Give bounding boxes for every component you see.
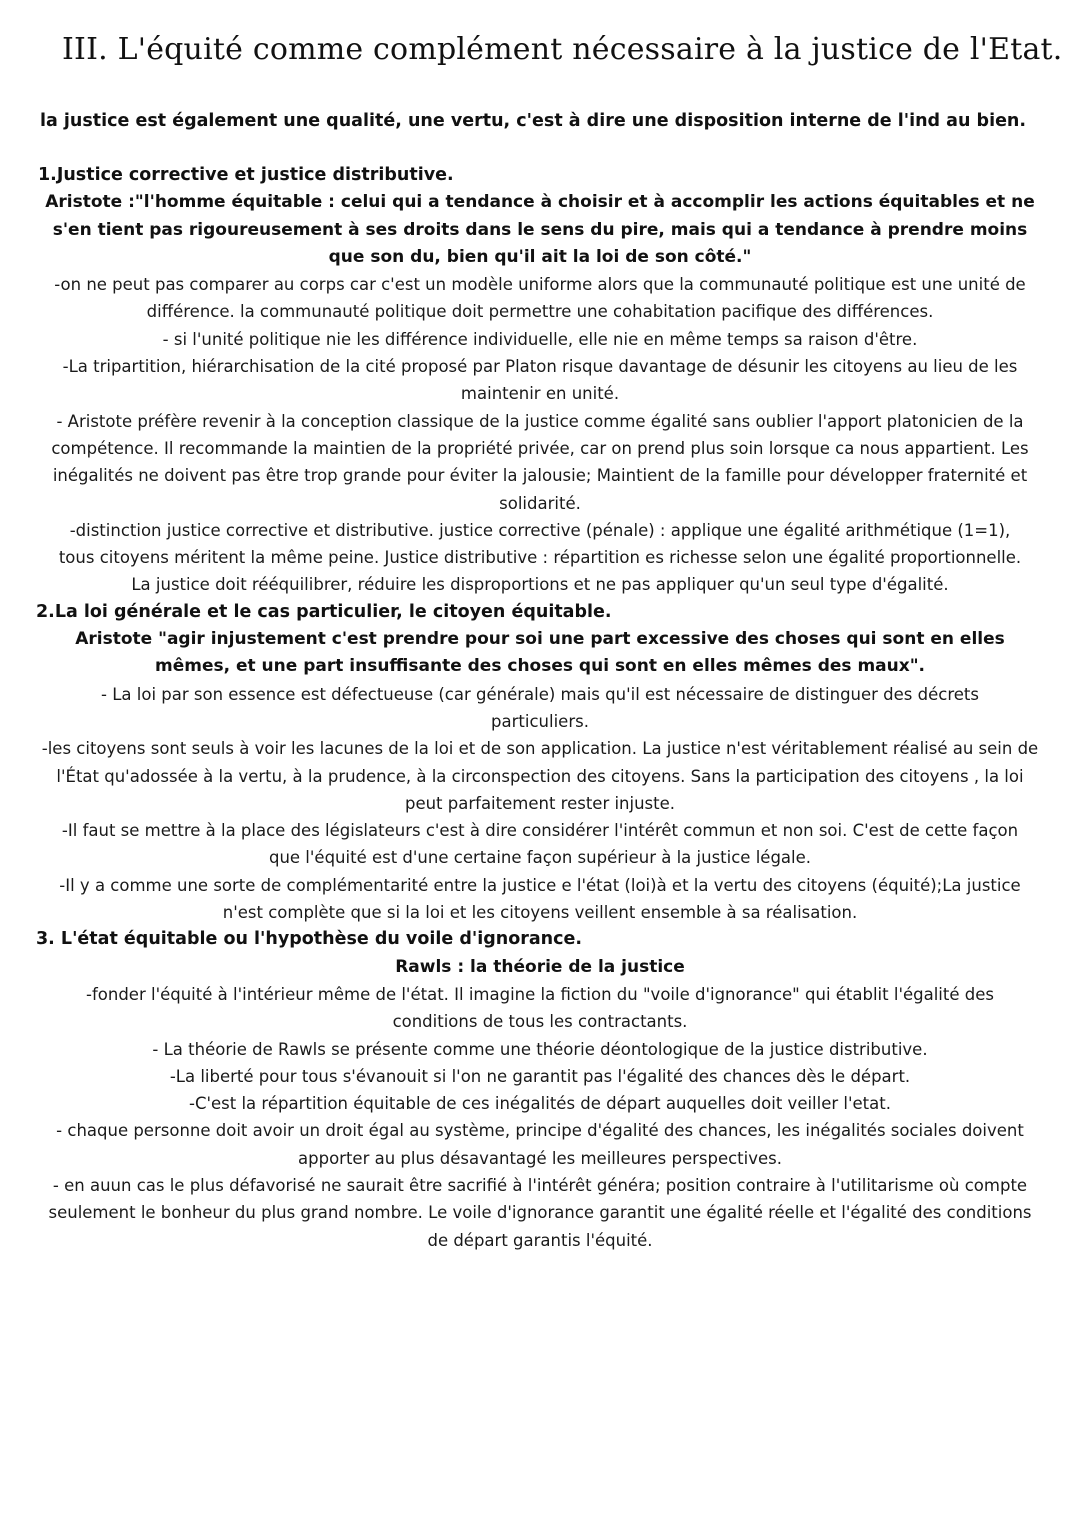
paragraph: -on ne peut pas comparer au corps car c'est un modèle uniforme alors que la communauté politique est une unité de différence. la communauté politique doit permettre une cohabitation pacifique des différences. [54, 275, 1026, 322]
section-3 [36, 926, 1044, 1254]
paragraph: -fonder l'équité à l'intérieur même de l'état. Il imagine la fiction du "voile d'ignorance" qui établit l'égalité des conditions de tous les contractants. [86, 984, 994, 1032]
paragraph: - en auun cas le plus défavorisé ne saurait être sacrifié à l'intérêt généra; position contraire à l'utilitarisme où compte seulement le bonheur du plus grand nombre. Le voile d'ignorance garantit une égalité réelle et l'égalité des conditions de départ garantis l'équité. [48, 1175, 1032, 1250]
section-quote: Rawls : la théorie de la justice [395, 956, 685, 977]
paragraph: - La théorie de Rawls se présente comme une théorie déontologique de la justice distributive. [152, 1039, 928, 1059]
section-2 [36, 599, 1044, 927]
paragraph: - chaque personne doit avoir un droit égal au système, principe d'égalité des chances, les inégalités sociales doivent apporter au plus désavantagé les meilleures perspectives. [56, 1121, 1024, 1168]
paragraph: -C'est la répartition équitable de ces inégalités de départ auquelles doit veiller l'etat. [189, 1094, 891, 1114]
section-quote: Aristote "agir injustement c'est prendre pour soi une part excessive des choses qui sont en elles mêmes, et une part insuffisante des choses qui sont en elles mêmes des maux". [75, 629, 1005, 677]
paragraph: -Il faut se mettre à la place des législateurs c'est à dire considérer l'intérêt commun et non soi. C'est de cette façon que l'équité est d'une certaine façon supérieur à la justice légale. [61, 821, 1019, 868]
paragraph: -distinction justice corrective et distributive. justice corrective (pénale) : applique une égalité arithmétique (1=1), tous citoyens méritent la même peine. Justice distributive : répartition es richesse selon une égalité proportionnelle. La justice doit rééquilibrer, réduire les disproportions et ne pas appliquer qu'un seul type d'égalité. [58, 520, 1022, 595]
paragraph: - La loi par son essence est défectueuse (car générale) mais qu'il est nécessaire de distinguer des décrets particuliers. [101, 684, 979, 731]
section-quote: Aristote :"l'homme équitable : celui qui a tendance à choisir et à accomplir les actions équitables et ne s'en tient pas rigoureusement à ses droits dans le sens du pire, mais qui a tendance à prendre moins que son du, bien qu'il ait la loi de son côté." [45, 192, 1035, 267]
paragraph: - si l'unité politique nie les différence individuelle, elle nie en même temps sa raison d'être. [162, 329, 918, 349]
paragraph: -La tripartition, hiérarchisation de la cité proposé par Platon risque davantage de désunir les citoyens au lieu de les maintenir en unité. [62, 357, 1018, 404]
page-title: III. L'équité comme complément nécessaire à la justice de l'Etat. [62, 32, 1063, 67]
section-heading: 1.Justice corrective et justice distributive. [38, 165, 454, 185]
document-body [36, 162, 1044, 1254]
section-heading: 2.La loi générale et le cas particulier, le citoyen équitable. [36, 601, 612, 622]
paragraph: -les citoyens sont seuls à voir les lacunes de la loi et de son application. La justice n'est véritablement réalisé au sein de l'État qu'adossée à la vertu, à la prudence, à la circonspection des citoyens. Sans la participation des citoyens , la loi peut parfaitement rester injuste. [41, 739, 1039, 813]
paragraph: - Aristote préfère revenir à la conception classique de la justice comme égalité sans oublier l'apport platonicien de la compétence. Il recommande la maintien de la propriété privée, car on prend plus soin lorsque ca nous appartient. Les inégalités ne doivent pas être trop grande pour éviter la jalousie; Maintient de la famille pour développer fraternité et solidarité. [51, 411, 1029, 513]
intro-statement: la justice est également une qualité, une vertu, c'est à dire une disposition interne de l'ind au bien. [40, 111, 1027, 131]
section-1 [36, 162, 1044, 599]
section-heading: 3. L'état équitable ou l'hypothèse du voile d'ignorance. [36, 929, 583, 950]
paragraph: -Il y a comme une sorte de complémentarité entre la justice e l'état (loi)à et la vertu des citoyens (équité);La justice n'est complète que si la loi et les citoyens veillent ensemble à sa réalisation. [59, 875, 1021, 923]
paragraph: -La liberté pour tous s'évanouit si l'on ne garantit pas l'égalité des chances dès le départ. [169, 1066, 911, 1086]
